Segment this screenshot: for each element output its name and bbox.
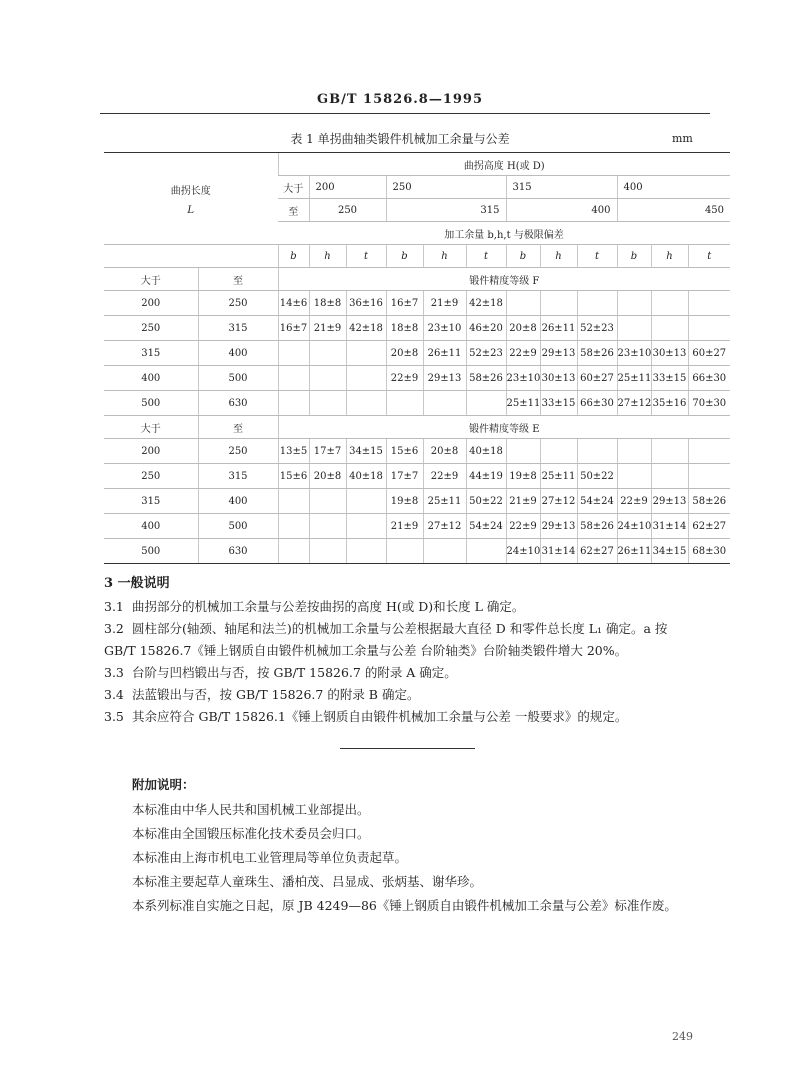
height-over-0: 200	[309, 176, 386, 199]
value-cell	[346, 366, 386, 391]
value-cell	[386, 539, 423, 564]
height-over-1: 250	[386, 176, 506, 199]
para-text: 圆柱部分(轴颈、轴尾和法兰)的机械加工余量与公差根据最大直径 D 和零件总长度 L₁ 确定。a 按	[132, 621, 668, 636]
table-row	[104, 291, 730, 316]
value-cell: 20±8	[506, 316, 540, 341]
value-cell: 20±8	[386, 341, 423, 366]
value-cell	[346, 391, 386, 416]
value-cell: 19±8	[506, 464, 540, 489]
value-cell: 54±24	[466, 514, 506, 539]
value-cell: 15±6	[278, 464, 309, 489]
range-over-cell: 315	[104, 489, 198, 514]
value-cell	[617, 291, 651, 316]
value-cell	[688, 464, 730, 489]
sub-col: h	[423, 245, 466, 268]
value-cell	[540, 439, 577, 464]
value-cell	[309, 341, 346, 366]
value-cell	[688, 439, 730, 464]
value-cell: 19±8	[386, 489, 423, 514]
value-cell: 25±11	[617, 366, 651, 391]
section-3-title: 3 一般说明	[104, 576, 170, 591]
value-cell: 29±13	[540, 341, 577, 366]
para-text: 曲拐部分的机械加工余量与公差按曲拐的高度 H(或 D)和长度 L 确定。	[132, 599, 525, 614]
range-over-cell: 250	[104, 316, 198, 341]
table-row	[104, 341, 730, 366]
value-cell: 22±9	[506, 514, 540, 539]
height-to-2: 400	[506, 199, 617, 222]
sub-col: t	[688, 245, 730, 268]
appendix-line: 本标准由全国锻压标准化技术委员会归口。	[132, 826, 370, 841]
range-to-label: 至	[198, 268, 278, 291]
value-cell	[540, 291, 577, 316]
value-cell: 62±27	[688, 514, 730, 539]
range-to-cell: 250	[198, 291, 278, 316]
value-cell: 20±8	[423, 439, 466, 464]
para-3-3	[104, 662, 714, 684]
range-over-cell: 250	[104, 464, 198, 489]
para-3-2	[104, 618, 714, 662]
length-symbol: L	[187, 204, 195, 216]
value-cell	[278, 539, 309, 564]
value-cell: 68±30	[688, 539, 730, 564]
para-3-1	[104, 596, 714, 618]
range-to-cell: 250	[198, 439, 278, 464]
range-to-cell: 630	[198, 391, 278, 416]
value-cell: 66±30	[577, 391, 617, 416]
value-cell: 30±13	[540, 366, 577, 391]
value-cell: 33±15	[540, 391, 577, 416]
appendix-line: 本标准主要起草人童珠生、潘柏茂、吕显成、张炳基、谢华珍。	[132, 874, 483, 889]
sub-col: h	[651, 245, 688, 268]
value-cell: 26±11	[617, 539, 651, 564]
range-to-cell: 500	[198, 514, 278, 539]
value-cell: 52±23	[466, 341, 506, 366]
value-cell: 34±15	[651, 539, 688, 564]
value-cell: 60±27	[688, 341, 730, 366]
value-cell	[309, 366, 346, 391]
value-cell	[506, 439, 540, 464]
para-number: 3.3	[104, 665, 124, 680]
page-number: 249	[672, 1030, 693, 1043]
range-over-cell: 315	[104, 341, 198, 366]
value-cell: 30±13	[651, 341, 688, 366]
value-cell	[278, 391, 309, 416]
value-cell	[346, 341, 386, 366]
value-cell: 23±10	[423, 316, 466, 341]
value-cell: 31±14	[540, 539, 577, 564]
height-to-0: 250	[309, 199, 386, 222]
range-to-label: 至	[198, 416, 278, 439]
value-cell: 29±13	[651, 489, 688, 514]
para-number: 3.5	[104, 709, 124, 724]
para-text: 台阶与凹档锻出与否，按 GB/T 15826.7 的附录 A 确定。	[132, 665, 457, 680]
value-cell: 54±24	[577, 489, 617, 514]
sub-col: b	[617, 245, 651, 268]
value-cell: 13±5	[278, 439, 309, 464]
sub-col: t	[577, 245, 617, 268]
para-text: 其余应符合 GB/T 15826.1《锤上钢质自由锻件机械加工余量与公差 一般要求》的规定。	[132, 709, 628, 724]
value-cell: 27±12	[540, 489, 577, 514]
height-to-label: 至	[278, 199, 309, 222]
value-cell: 21±9	[423, 291, 466, 316]
value-cell: 22±9	[423, 464, 466, 489]
range-to-cell: 315	[198, 316, 278, 341]
table-caption: 表 1 单拐曲轴类锻件机械加工余量与公差	[290, 132, 510, 146]
value-cell: 33±15	[651, 366, 688, 391]
value-cell: 58±26	[688, 489, 730, 514]
value-cell: 35±16	[651, 391, 688, 416]
value-cell: 26±11	[540, 316, 577, 341]
para-number: 3.1	[104, 599, 124, 614]
section-divider	[340, 748, 475, 749]
range-over-label: 大于	[104, 416, 198, 439]
appendix-line: 本系列标准自实施之日起，原 JB 4249—86《锤上钢质自由锻件机械加工余量与公差》标准作废。	[132, 898, 677, 913]
para-text: 法蓝锻出与否，按 GB/T 15826.7 的附录 B 确定。	[132, 687, 420, 702]
value-cell: 18±8	[386, 316, 423, 341]
value-cell	[423, 539, 466, 564]
height-over-label: 大于	[278, 176, 309, 199]
value-cell	[278, 341, 309, 366]
para-number: 3.4	[104, 687, 124, 702]
value-cell: 25±11	[506, 391, 540, 416]
value-cell	[309, 514, 346, 539]
value-cell: 18±8	[309, 291, 346, 316]
value-cell	[466, 391, 506, 416]
value-cell	[617, 439, 651, 464]
blank-cell	[104, 245, 278, 268]
value-cell	[309, 539, 346, 564]
range-to-cell: 500	[198, 366, 278, 391]
value-cell	[346, 514, 386, 539]
value-cell: 46±20	[466, 316, 506, 341]
value-cell: 22±9	[617, 489, 651, 514]
standard-number: GB/T 15826.8—1995	[316, 92, 484, 107]
length-header-cell	[104, 153, 278, 245]
value-cell: 17±7	[309, 439, 346, 464]
range-over-cell: 500	[104, 539, 198, 564]
table-row	[104, 464, 730, 489]
height-to-1: 315	[386, 199, 506, 222]
value-cell: 25±11	[540, 464, 577, 489]
height-over-3: 400	[617, 176, 730, 199]
value-cell	[651, 464, 688, 489]
range-over-cell: 200	[104, 439, 198, 464]
value-cell: 44±19	[466, 464, 506, 489]
value-cell: 29±13	[540, 514, 577, 539]
value-cell: 40±18	[466, 439, 506, 464]
value-cell: 50±22	[577, 464, 617, 489]
grade-f-label: 锻件精度等级 F	[278, 268, 730, 291]
value-cell: 62±27	[577, 539, 617, 564]
range-over-cell: 400	[104, 514, 198, 539]
table-row	[104, 514, 730, 539]
value-cell: 70±30	[688, 391, 730, 416]
value-cell: 21±9	[386, 514, 423, 539]
appendix-line: 本标准由上海市机电工业管理局等单位负责起草。	[132, 850, 408, 865]
value-cell	[423, 391, 466, 416]
value-cell: 23±10	[506, 366, 540, 391]
range-to-cell: 315	[198, 464, 278, 489]
grade-e-label: 锻件精度等级 E	[278, 416, 730, 439]
sub-col: h	[309, 245, 346, 268]
value-cell	[506, 291, 540, 316]
length-label: 曲拐长度	[170, 185, 211, 197]
value-cell	[688, 291, 730, 316]
table-row	[104, 391, 730, 416]
value-cell	[617, 464, 651, 489]
value-cell: 60±27	[577, 366, 617, 391]
table-unit: mm	[672, 132, 693, 145]
value-cell	[651, 316, 688, 341]
value-cell: 26±11	[423, 341, 466, 366]
value-cell	[309, 391, 346, 416]
table-row	[104, 439, 730, 464]
table-row	[104, 366, 730, 391]
value-cell: 16±7	[278, 316, 309, 341]
table-row	[104, 539, 730, 564]
value-cell: 24±10	[506, 539, 540, 564]
value-cell: 22±9	[506, 341, 540, 366]
value-cell	[309, 489, 346, 514]
height-label: 曲拐高度 H(或 D)	[278, 153, 730, 176]
value-cell: 16±7	[386, 291, 423, 316]
value-cell	[466, 539, 506, 564]
value-cell: 21±9	[309, 316, 346, 341]
height-over-2: 315	[506, 176, 617, 199]
value-cell: 34±15	[346, 439, 386, 464]
allowance-label: 加工余量 b,h,t 与极限偏差	[278, 222, 730, 245]
value-cell: 52±23	[577, 316, 617, 341]
value-cell: 42±18	[466, 291, 506, 316]
value-cell	[386, 391, 423, 416]
value-cell	[346, 489, 386, 514]
value-cell	[651, 439, 688, 464]
value-cell: 20±8	[309, 464, 346, 489]
table-row	[104, 489, 730, 514]
value-cell	[577, 439, 617, 464]
para-3-5	[104, 706, 714, 728]
table-row	[104, 316, 730, 341]
value-cell: 15±6	[386, 439, 423, 464]
value-cell: 24±10	[617, 514, 651, 539]
sub-col: t	[466, 245, 506, 268]
value-cell	[278, 514, 309, 539]
value-cell: 50±22	[466, 489, 506, 514]
value-cell	[688, 316, 730, 341]
value-cell	[278, 366, 309, 391]
range-to-cell: 400	[198, 489, 278, 514]
value-cell	[617, 316, 651, 341]
sub-col: t	[346, 245, 386, 268]
range-over-cell: 500	[104, 391, 198, 416]
range-over-cell: 200	[104, 291, 198, 316]
range-to-cell: 630	[198, 539, 278, 564]
range-over-label: 大于	[104, 268, 198, 291]
value-cell	[577, 291, 617, 316]
value-cell: 29±13	[423, 366, 466, 391]
value-cell: 36±16	[346, 291, 386, 316]
value-cell: 58±26	[466, 366, 506, 391]
value-cell: 27±12	[423, 514, 466, 539]
value-cell: 21±9	[506, 489, 540, 514]
appendix-line: 本标准由中华人民共和国机械工业部提出。	[132, 802, 370, 817]
value-cell	[346, 539, 386, 564]
sub-col: b	[386, 245, 423, 268]
value-cell: 23±10	[617, 341, 651, 366]
value-cell: 58±26	[577, 341, 617, 366]
value-cell: 58±26	[577, 514, 617, 539]
para-text-cont: GB/T 15826.7《锤上钢质自由锻件机械加工余量与公差 台阶轴类》台阶轴类锻件增大 20%。	[104, 643, 628, 658]
value-cell: 22±9	[386, 366, 423, 391]
allowance-table	[104, 152, 730, 564]
para-number: 3.2	[104, 621, 124, 636]
value-cell	[651, 291, 688, 316]
sub-col: b	[506, 245, 540, 268]
value-cell: 27±12	[617, 391, 651, 416]
value-cell: 17±7	[386, 464, 423, 489]
value-cell: 42±18	[346, 316, 386, 341]
range-to-cell: 400	[198, 341, 278, 366]
sub-col: h	[540, 245, 577, 268]
value-cell: 14±6	[278, 291, 309, 316]
value-cell: 31±14	[651, 514, 688, 539]
value-cell: 40±18	[346, 464, 386, 489]
para-3-4	[104, 684, 714, 706]
height-to-3: 450	[617, 199, 730, 222]
sub-col: b	[278, 245, 309, 268]
appendix-title: 附加说明：	[132, 777, 195, 792]
range-over-cell: 400	[104, 366, 198, 391]
value-cell: 25±11	[423, 489, 466, 514]
header-rule	[100, 113, 710, 114]
value-cell	[278, 489, 309, 514]
value-cell: 66±30	[688, 366, 730, 391]
